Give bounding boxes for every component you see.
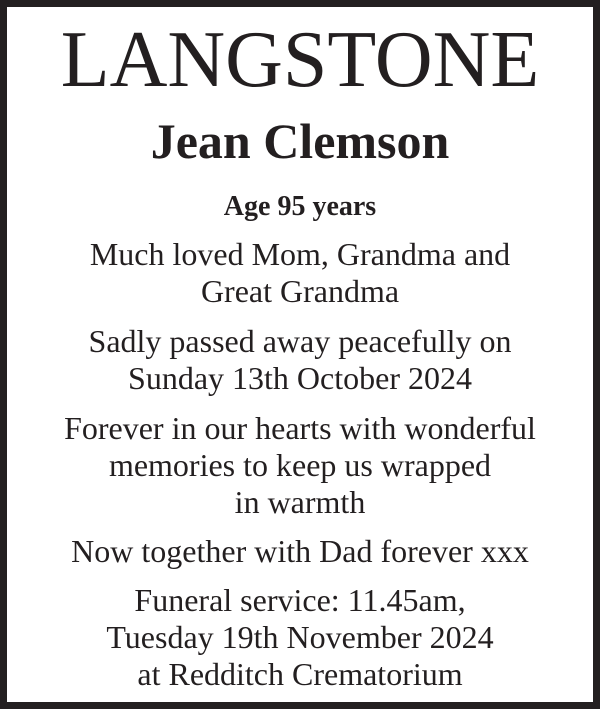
memories-line: Forever in our hearts with wonderful [64, 410, 536, 446]
tribute-paragraph [7, 236, 593, 310]
memories-line: memories to keep us wrapped [108, 447, 492, 483]
together-paragraph [7, 533, 593, 570]
together-line: Now together with Dad forever xxx [71, 533, 529, 569]
deceased-name: Jean Clemson [150, 113, 450, 169]
funeral-time: Funeral service: 11.45am, [134, 582, 466, 618]
funeral-date: Tuesday 19th November 2024 [106, 619, 494, 655]
surname-heading: LANGSTONE [60, 16, 540, 104]
passing-date: Sunday 13th October 2024 [128, 360, 472, 396]
tribute-line: Great Grandma [200, 273, 400, 309]
passing-paragraph [7, 323, 593, 397]
tribute-line: Much loved Mom, Grandma and [89, 236, 511, 272]
age-line: Age 95 years [223, 191, 377, 222]
memories-line: in warmth [234, 484, 366, 520]
memories-paragraph [7, 410, 593, 521]
passing-line: Sadly passed away peacefully on [88, 323, 512, 359]
funeral-venue: at Redditch Crematorium [137, 656, 463, 692]
funeral-paragraph [7, 582, 593, 693]
